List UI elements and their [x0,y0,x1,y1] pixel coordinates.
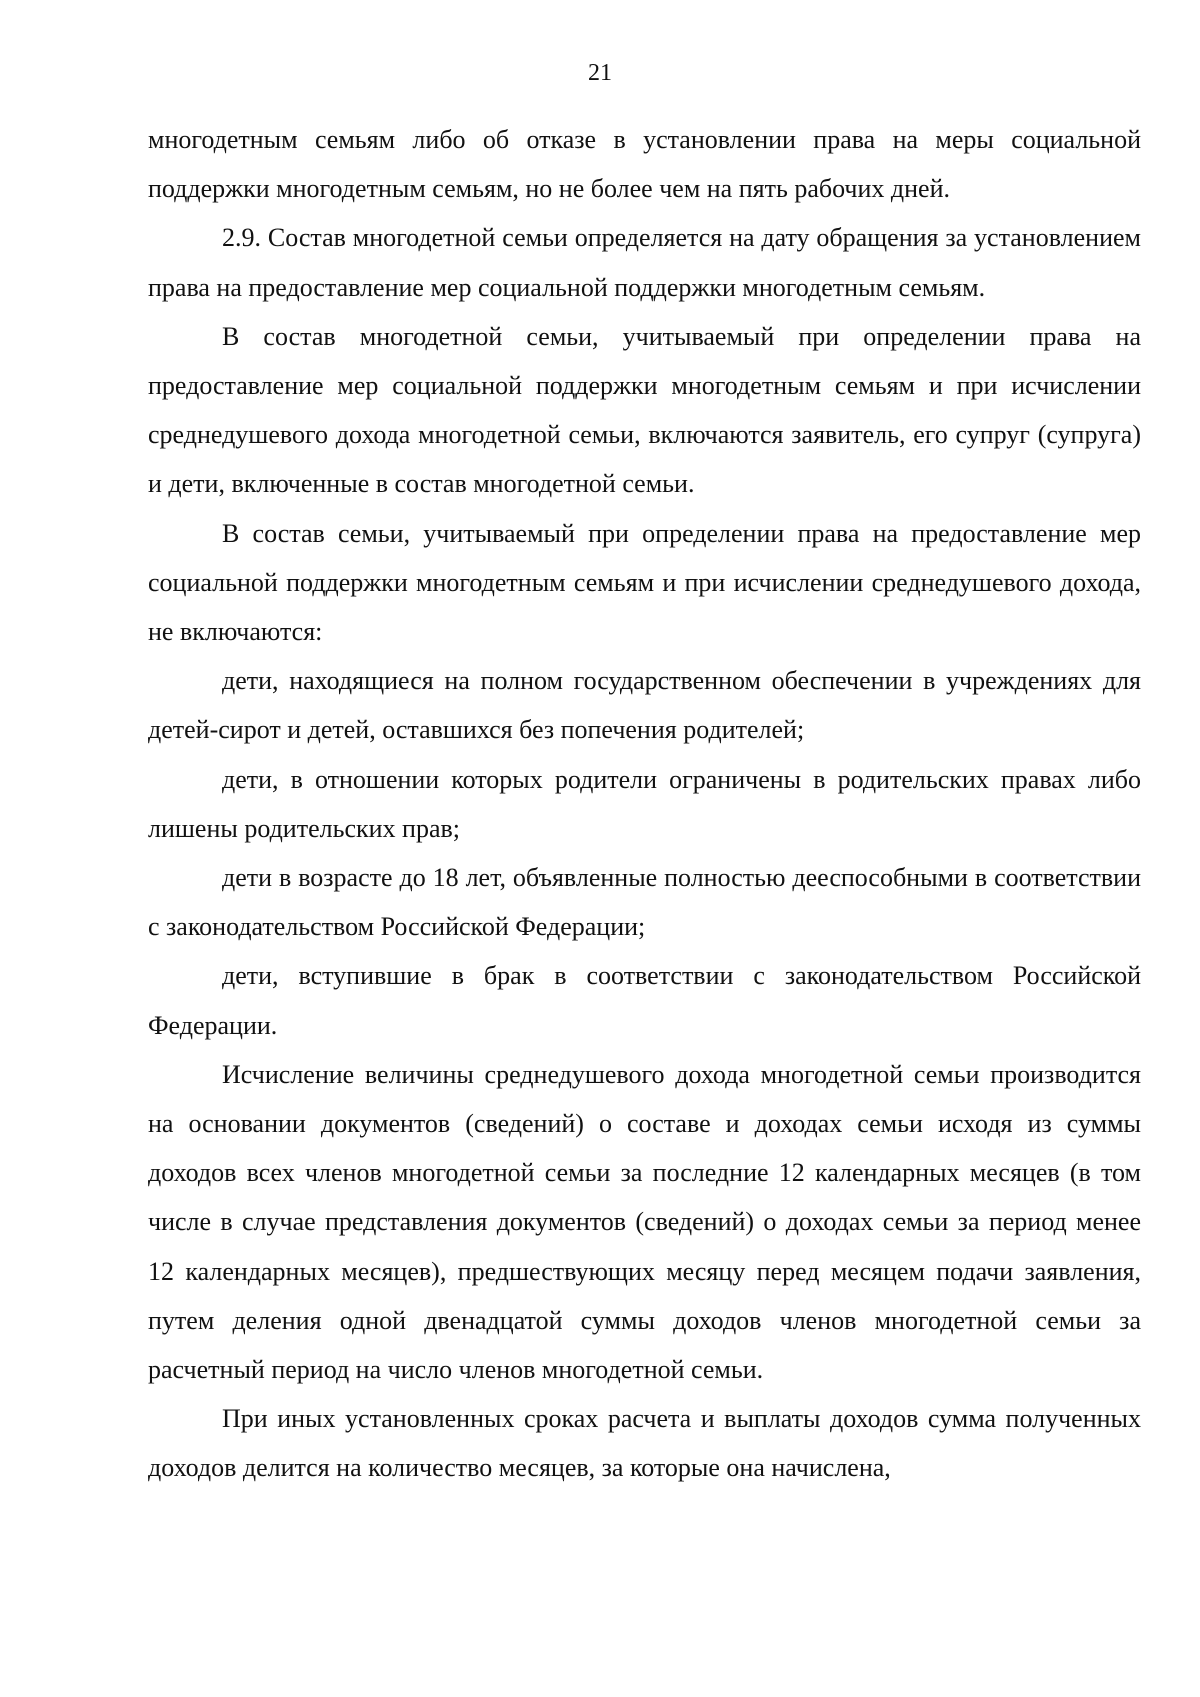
document-body [148,115,1141,1493]
page-number: 21 [588,60,612,86]
paragraph-family-composition-included: В состав многодетной семьи, учитываемый при определении права на предоставление мер социальной поддержки многодетным семьям и при исчислении среднедушевого дохода многодетной семьи, включаются заявитель, его супруг (супруга) и дети, включенные в состав многодетной семьи. [148,321,1141,499]
paragraph-continuation: многодетным семьям либо об отказе в установлении права на меры социальной поддержки многодетным семьям, но не более чем на пять рабочих дней. [148,125,1141,204]
list-item-state-care: дети, находящиеся на полном государственном обеспечении в учреждениях для детей-сирот и детей, оставшихся без попечения родителей; [148,666,1141,745]
paragraph-family-composition-excluded: В состав семьи, учитываемый при определении права на предоставление мер социальной поддержки многодетным семьям и при исчислении среднедушевого дохода, не включаются: [148,518,1141,647]
list-item-emancipated: дети в возрасте до 18 лет, объявленные полностью дееспособными в соответствии с законодательством Российской Федерации; [148,863,1141,942]
paragraph-other-terms: При иных установленных сроках расчета и выплаты доходов сумма полученных доходов делится на количество месяцев, за которые она начислена, [148,1404,1141,1483]
paragraph-section-2-9: 2.9. Состав многодетной семьи определяется на дату обращения за установлением права на предоставление мер социальной поддержки многодетным семьям. [148,223,1141,302]
list-item-married: дети, вступившие в брак в соответствии с законодательством Российской Федерации. [148,961,1141,1040]
list-item-parental-rights: дети, в отношении которых родители ограничены в родительских правах либо лишены родительских прав; [148,764,1141,843]
paragraph-income-calculation: Исчисление величины среднедушевого дохода многодетной семьи производится на основании документов (сведений) о составе и доходах семьи исходя из суммы доходов всех членов многодетной семьи за последние 12 календарных месяцев (в том числе в случае представления документов (сведений) о доходах семьи за период менее 12 календарных месяцев), предшествующих месяцу перед месяцем подачи заявления, путем деления одной двенадцатой суммы доходов членов многодетной семьи за расчетный период на число членов многодетной семьи. [148,1059,1141,1385]
